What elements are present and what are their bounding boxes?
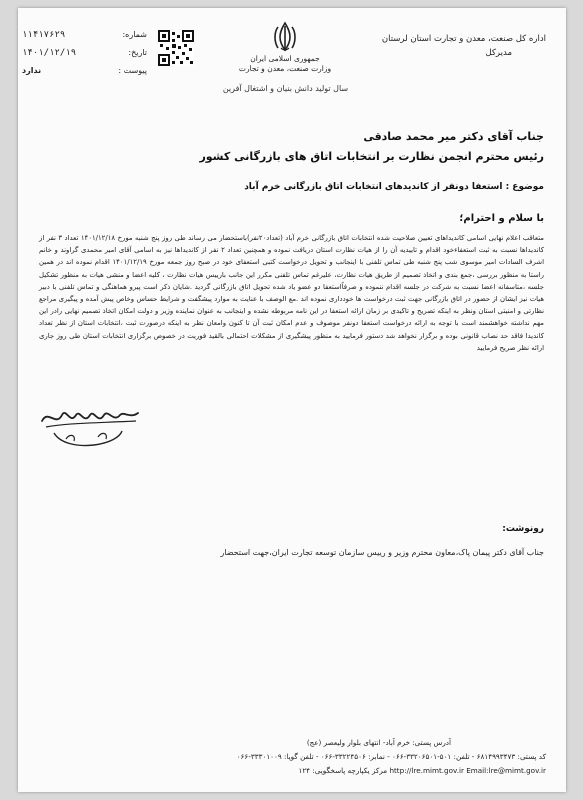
ministry-name: وزارت صنعت، معدن و تجارت bbox=[238, 64, 332, 73]
attachment-value: ندارد bbox=[22, 66, 42, 75]
letter-number: ۱۱۴۱۷۶۲۹ bbox=[22, 30, 66, 40]
addressee-name: جناب آقای دکتر میر محمد صادقی bbox=[363, 130, 544, 143]
footer-contact-numbers: کد پستی: ۶۸۱۴۹۹۳۴۷۳ - تلفن: ۵۰۱-۳۳۲۰۶۵۰۱-۰۶۶ - نمابر: ۳۳۲۲۴۵۰۶-۰۶۶ - تلفن گویا: ۳۳۳۰۱۰۰۹-۰۶۶ bbox=[236, 752, 546, 761]
letter-number-label: شماره: bbox=[122, 30, 147, 39]
footer-web-email: http://lre.mimt.gov.ir Email:lre@mimt.gov.ir مرکز یکپارچه پاسخگویی: ۱۲۴ bbox=[298, 766, 546, 775]
organization-name: اداره کل صنعت، معدن و تجارت استان لرستان bbox=[381, 34, 546, 44]
cc-heading: رونوشت: bbox=[502, 524, 544, 534]
attachment-label: پیوست : bbox=[118, 66, 147, 75]
cc-recipient: جناب آقای دکتر پیمان پاک،معاون محترم وزیر و رییس سازمان توسعه تجارت ایران،جهت استحضار bbox=[220, 548, 544, 557]
letter-sheet bbox=[18, 8, 566, 792]
letter-date-label: تاریخ: bbox=[128, 48, 147, 57]
letter-subject: موضوع : استعفا دونفر از کاندیدهای انتخابات اتاق بازرگانی خرم آباد bbox=[244, 182, 544, 192]
organization-heading bbox=[366, 32, 546, 60]
year-motto: سال تولید دانش بنیان و اشتغال آفرین bbox=[222, 84, 349, 93]
salutation: با سلام و احترام؛ bbox=[459, 213, 544, 224]
letter-number-row bbox=[22, 26, 147, 44]
letter-date: ۱۴۰۱/۱۲/۱۹ bbox=[22, 48, 77, 58]
iran-emblem-icon bbox=[268, 20, 302, 54]
addressee-title: رئیس محترم انجمن نظارت بر انتخابات اتاق های بازرگانی کشور bbox=[199, 150, 544, 163]
footer-postal-address: آدرس پستی: خرم آباد- انتهای بلوار ولیعصر (عج) bbox=[306, 738, 451, 747]
organization-title: مدیرکل bbox=[485, 48, 512, 58]
handwritten-signature bbox=[36, 403, 146, 469]
ministry-heading bbox=[233, 54, 337, 74]
republic-name: جمهوری اسلامی ایران bbox=[250, 54, 320, 63]
letter-footer bbox=[41, 736, 546, 778]
letter-attachment-row bbox=[22, 62, 147, 80]
letter-body: متعاقب اعلام نهایی اسامی کاندیداهای تعیین صلاحیت شده انتخابات اتاق بازرگانی خرم آباد (تعداد۲۰نفر)باستحضار می رساند طی روز پنج شنبه مورخ ۱۴۰۱/۱۲/۱۸ تعداد ۳ نفر از کاندیداها نسبت به ثبت استعفاءخود اقدام و تاییدیه آن را از هیات نظارت استان دریافت نموده و همچنین تعداد ۲ نفر از کاندیداها نیز به اسامی آقای امیر محمدی گراوند و خانم اشرف السادات امیر موسوی شب پنج شنبه طی تماس تلفنی با اینجانب و تحویل درخواست کتبی استعفای خود در صبح روز جمعه مورخ ۱۴۰۱/۱۲/۱۹ اقدام نموده اند در همین راستا به منظور بررسی ،جمع بندی و اتخاذ تصمیم از طریق هیات نظارت، علیرغم تماس تلفنی مکرر این جانب بارییس هیات نظارت ، کلیه اعضا و منشی هیات به منظور تشکیل جلسه ،متاسفانه اعضا نسبت به شرکت در جلسه اقدام ننموده و صرفاًاستعفا دو عضو یاد شده تحویل اتاق بازرگانی گردید .شایان ذکر است پیرو هماهنگی و تماس تلفنی با دبیر هیات نیز ایشان از حضور در اتاق بازرگانی جهت ثبت درخواست ها خودداری نموده اند .مع الوصف با عنایت به موارد پیشگفت و شرایط حساس وخاص پیش آمده و پیگیری مراجع نظارتی و امنیتی استان ونظر به اینکه تصریح و تاکیدی بر زمان ارائه استعفا در این نامه مربوطه نشده و اینجانب به عنوان نماینده وزیر و دولت امکان اتخاذ تصمیم نهایی رادر این مهم نداشته خواهشمند است با توجه به ارائه درخواست استعفا دونفر موصوف و عدم امکان ثبت آن تا کنون وامعان نظر به اینکه درصورت ثبت ،انتخابات استان از نظر تعداد کاندیدا فاقد حد نصاب قانونی بوده و برگزار نخواهد شد دستور فرمایید به منظور پیشگیری از مشکلات احتمالی بالقید فوریت در خصوص برگزاری انتخابات استان طی روز جاری ارائه نظر صریح فرمایید bbox=[39, 234, 544, 352]
letter-metadata bbox=[22, 26, 147, 80]
letter-date-row bbox=[22, 44, 147, 62]
qr-code-icon bbox=[158, 30, 194, 66]
